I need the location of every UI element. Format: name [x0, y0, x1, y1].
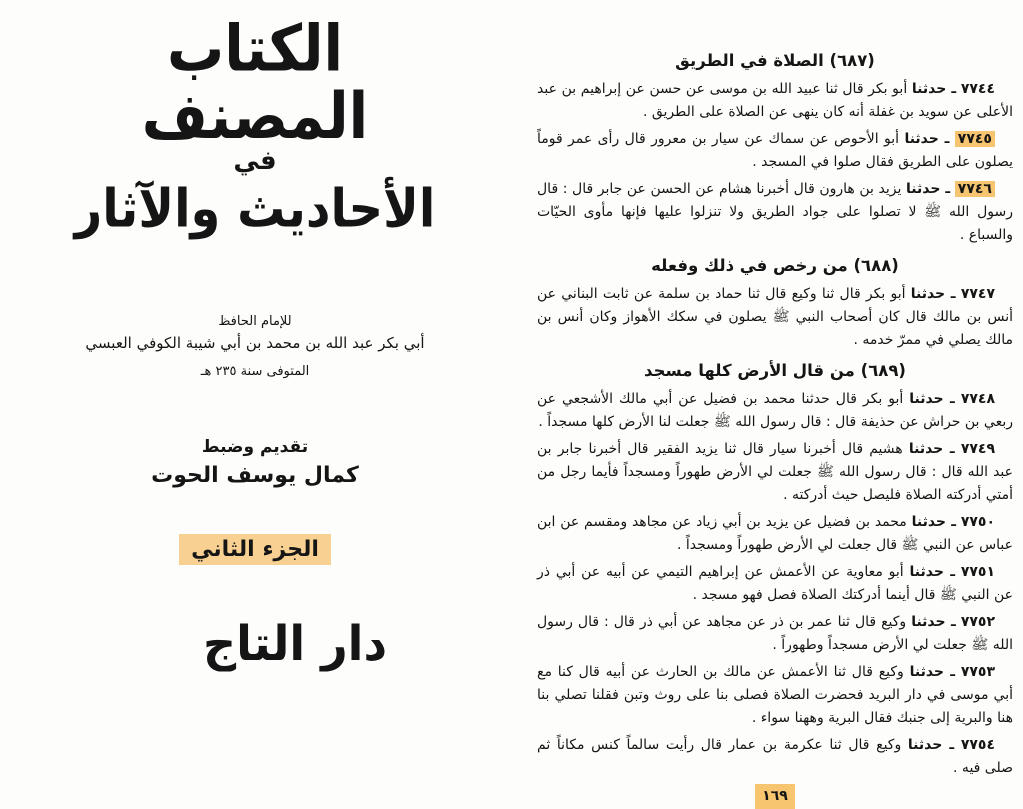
author-honorific: للإمام الحافظ: [218, 314, 292, 329]
hadith-entry-7753: [537, 661, 1013, 730]
page-number: ١٦٩: [755, 784, 795, 809]
author-name: أبي بكر عبد الله بن محمد بن أبي شيبة الكوفي العبسي: [85, 334, 425, 352]
section-header-689: (٦٨٩) من قال الأرض كلها مسجد: [644, 361, 906, 380]
hadith-text: هشيم قال أخبرنا سيار قال ثنا يزيد الفقير قال أخبرنا جابر بن عبد الله قال : قال رسول الله ﷺ جعلت لي الأرض طهوراً ومسجداً فأيما رجل من أمتي أدركته الصلاة فليصل حيث أدركته .: [537, 441, 1013, 503]
editor-role-label: تقديم وضبط: [201, 437, 309, 457]
hadith-text: يزيد بن هارون قال أخبرنا هشام عن الحسن عن جابر قال : قال رسول الله ﷺ لا تصلوا على جواد الطريق ولا تنزلوا عليها فإنها مأوى الحيّات والسباع .: [537, 181, 1013, 243]
book-title-subject: الأحاديث والآثار: [74, 178, 436, 240]
hadith-opener: ـ حدثنا: [909, 564, 955, 580]
hadith-entry-7748: [537, 388, 1013, 434]
hadith-number: ٧٧٥١: [960, 564, 996, 580]
hadith-opener: ـ حدثنا: [907, 737, 955, 753]
hadith-entry-7752: [537, 611, 1013, 657]
hadith-number: ٧٧٤٤: [960, 81, 996, 97]
hadith-number: ٧٧٤٦: [955, 181, 995, 197]
author-death-date: المتوفى سنة ٢٣٥ هـ: [200, 364, 310, 379]
hadith-text: أبو معاوية عن الأعمش عن إبراهيم التيمي عن أبيه عن أبي ذر عن النبي ﷺ قال أينما أدركتك الصلاة فصل فهو مسجد .: [537, 564, 1013, 603]
hadith-entry-7749: [537, 438, 1013, 507]
hadith-number: ٧٧٥٤: [960, 737, 995, 753]
hadith-text: وكيع قال ثنا عكرمة بن عمار قال رأيت سالماً كنس مكاناً ثم صلى فيه .: [537, 737, 1013, 776]
hadith-number: ٧٧٤٩: [960, 441, 996, 457]
hadith-entry-7754: [537, 734, 1013, 780]
hadith-number: ٧٧٤٨: [960, 391, 996, 407]
hadith-number: ٧٧٥٠: [960, 514, 995, 530]
section-header-687: (٦٨٧) الصلاة في الطريق: [675, 51, 875, 70]
editor-name: كمال يوسف الحوت: [151, 463, 359, 488]
hadith-number: ٧٧٥٢: [960, 614, 995, 630]
hadith-opener: ـ حدثنا: [909, 664, 956, 680]
hadith-page: [537, 42, 1013, 809]
publisher-name: دار التاج: [202, 614, 388, 672]
hadith-text: وكيع قال ثنا عمر بن ذر عن مجاهد عن أبي ذر قال : قال رسول الله ﷺ جعلت لي الأرض مسجداً وطهوراً .: [537, 614, 1013, 653]
hadith-number: ٧٧٥٣: [960, 664, 995, 680]
hadith-opener: ـ حدثنا: [911, 514, 957, 530]
hadith-opener: ـ حدثنا: [911, 81, 957, 97]
hadith-number: ٧٧٤٥: [955, 131, 995, 147]
hadith-entry-7744: [537, 78, 1013, 124]
hadith-text: وكيع قال ثنا الأعمش عن مالك بن الحارث عن أبيه قال كنا مع أبي موسى في دار البريد فحضرت الصلاة فصلى بنا على روث وتبن فقلنا تصلي بنا هنا والبرية إلى جنبك فقال البرية وههنا سواء .: [537, 664, 1013, 726]
volume-label: الجزء الثاني: [179, 534, 331, 565]
page-number-row: [537, 784, 1013, 809]
hadith-opener: ـ حدثنا: [909, 391, 955, 407]
hadith-opener: ـ حدثنا: [906, 181, 951, 197]
hadith-text: أبو بكر قال ثنا عبيد الله بن موسى عن حسن عن إبراهيم بن عبد الأعلى عن سويد بن غفلة أنه كان ينهى عن الصلاة على الطريق .: [537, 81, 1013, 120]
hadith-entry-7746: [537, 178, 1013, 247]
hadith-entry-7745: [537, 128, 1013, 174]
hadith-entry-7747: [537, 283, 1013, 352]
hadith-opener: ـ حدثنا: [908, 441, 955, 457]
section-header-688: (٦٨٨) من رخص في ذلك وفعله: [651, 256, 899, 275]
volume-label-wrap: [70, 534, 440, 565]
hadith-entry-7750: [537, 511, 1013, 557]
hadith-opener: ـ حدثنا: [904, 131, 950, 147]
hadith-opener: ـ حدثنا: [911, 614, 956, 630]
hadith-text: أبو بكر قال حدثنا محمد بن فضيل عن أبي مالك الأشجعي عن ربعي بن حراش عن حذيفة قال : قال رسول الله ﷺ جعلت لنا الأرض كلها مسجداً .: [537, 391, 1013, 430]
hadith-text: أبو الأحوص عن سماك عن سيار بن معرور قال رأى عمر قوماً يصلون على الطريق فقال صلوا في المسجد .: [537, 131, 1013, 170]
hadith-text: أبو بكر قال ثنا وكيع قال ثنا حماد بن سلمة عن ثابت البناني عن أنس بن مالك قال كان أصحاب النبي ﷺ يصلون في سكك الأهواز وكان أنس بن مالك يصلي في ممرّ خدمه .: [537, 286, 1013, 348]
book-title-main: الكتاب المصنف: [141, 12, 369, 154]
hadith-text: محمد بن فضيل عن يزيد بن أبي زياد عن مجاهد ومقسم عن ابن عباس عن النبي ﷺ قال جعلت لي الأرض طهوراً ومسجداً .: [537, 514, 1013, 553]
book-title-connector: في: [233, 146, 277, 176]
hadith-entry-7751: [537, 561, 1013, 607]
hadith-number: ٧٧٤٧: [960, 286, 995, 302]
hadith-opener: ـ حدثنا: [910, 286, 956, 302]
